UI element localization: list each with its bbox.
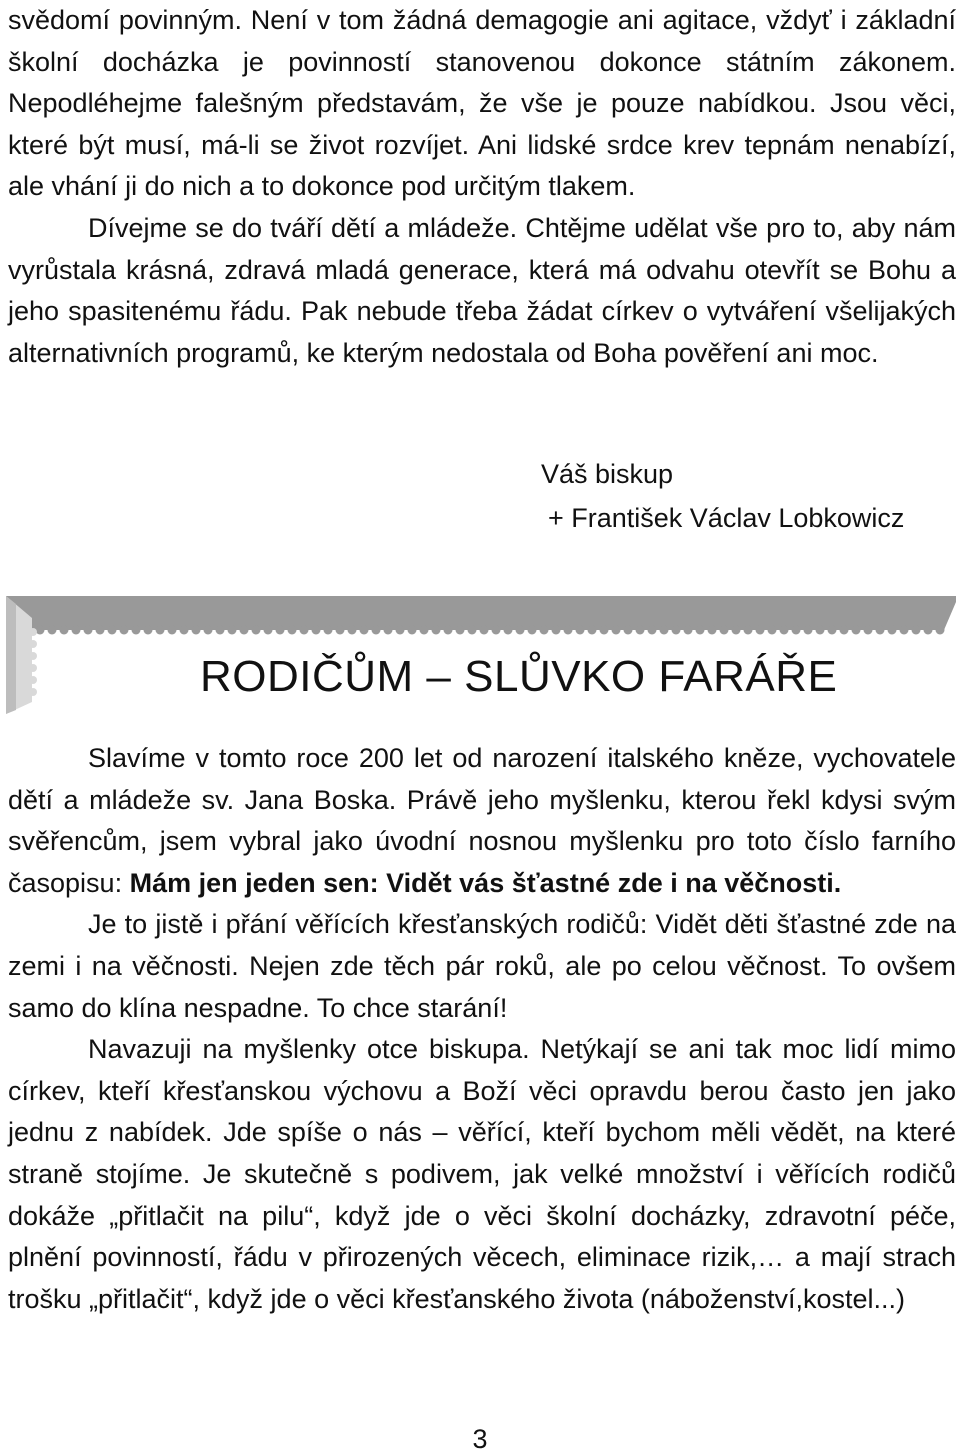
banner-scallop (828, 626, 837, 635)
section-paragraph-1-text: Slavíme v tomto roce 200 let od narození italského kněze, vychovatele dětí a mládeže sv. Jana Boska. Právě jeho myšlenku, kterou řekl kdysi svým svěřencům, jsem vybral jako úvodní nosnou myšlenku pro toto číslo farního časopisu: (8, 743, 956, 898)
banner-scallop (660, 626, 669, 635)
banner-scallop (144, 626, 153, 635)
banner-side-scallop (29, 652, 37, 660)
banner-scallop (768, 626, 777, 635)
banner-scallop (408, 626, 417, 635)
banner-scallop (264, 626, 273, 635)
banner-scallop (504, 626, 513, 635)
banner-scallop (432, 626, 441, 635)
banner-scallop (456, 626, 465, 635)
banner-scallop (876, 626, 885, 635)
banner-scallop (924, 626, 933, 635)
banner-scallop (156, 626, 165, 635)
signature-title: Váš biskup (541, 459, 674, 489)
banner-scallop (468, 626, 477, 635)
signature-name: + František Václav Lobkowicz (548, 503, 905, 533)
banner-scallop (180, 626, 189, 635)
banner-scallop (324, 626, 333, 635)
banner-scallop (636, 626, 645, 635)
paragraph-1: svědomí povinným. Není v tom žádná demagogie ani agitace, vždyť i základní školní docházka je povinností stanovenou dokonce státním zákonem. Nepodléhejme falešným představám, že vše je pouze nabídkou. Jsou věci, které být musí, má-li se život rozvíjet. Ani lidské srdce krev tepnám nenabízí, ale vhání ji do nich a to dokonce pod určitým tlakem. (8, 5, 956, 202)
banner-scallop (744, 626, 753, 635)
banner-side-scallop (29, 676, 37, 684)
banner-scallop (672, 626, 681, 635)
banner-scallop (48, 626, 57, 635)
banner-scallop (852, 626, 861, 635)
banner-top-bar (6, 596, 956, 630)
section-heading: RODIČŮM – SLŮVKO FARÁŘE (200, 652, 838, 701)
banner-scallop (444, 626, 453, 635)
banner-scallop (348, 626, 357, 635)
banner-scallop (564, 626, 573, 635)
banner-scallop (516, 626, 525, 635)
banner-scallop (312, 626, 321, 635)
banner-scallop (720, 626, 729, 635)
banner-scallop (252, 626, 261, 635)
banner-scallop (588, 626, 597, 635)
banner-scallop (36, 626, 45, 635)
section-paragraph-1 (8, 738, 956, 904)
banner-scallop (84, 626, 93, 635)
banner-scallop (96, 626, 105, 635)
banner-scallop (708, 626, 717, 635)
banner-scallop (60, 626, 69, 635)
banner-scallop (300, 626, 309, 635)
banner-scallop (420, 626, 429, 635)
banner-scallop (192, 626, 201, 635)
banner-scallop (384, 626, 393, 635)
banner-scallop (804, 626, 813, 635)
banner-scallop (792, 626, 801, 635)
banner-scallop (684, 626, 693, 635)
banner-scallop (552, 626, 561, 635)
banner-scallop (540, 626, 549, 635)
banner-scallop (72, 626, 81, 635)
banner-scallop (900, 626, 909, 635)
banner-scallop (756, 626, 765, 635)
banner-scallop (648, 626, 657, 635)
banner-scallop (360, 626, 369, 635)
banner-scallop (396, 626, 405, 635)
banner-scallop (696, 626, 705, 635)
banner-side-scallop (29, 688, 37, 696)
paragraph-2: Dívejme se do tváří dětí a mládeže. Chtějme udělat vše pro to, aby nám vyrůstala krásná, zdravá mladá generace, která má odvahu otevřít se Bohu a jeho spasitenému řádu. Pak nebude třeba žádat církev o vytváření všelijakých alternativních programů, ke kterým nedostala od Boha pověření ani moc. (8, 212, 956, 368)
banner-scallop (936, 626, 945, 635)
banner-scallop (132, 626, 141, 635)
banner-scallop (612, 626, 621, 635)
top-text (8, 0, 956, 374)
banner-scallop (912, 626, 921, 635)
banner-scallop (816, 626, 825, 635)
banner-scallop (168, 626, 177, 635)
banner-scallop (600, 626, 609, 635)
banner-scallop (336, 626, 345, 635)
banner-scallop (372, 626, 381, 635)
banner-scallop (780, 626, 789, 635)
banner-side-scallop (29, 628, 37, 636)
section-paragraph-3: Navazuji na myšlenky otce biskupa. Netýkají se ani tak moc lidí mimo církev, kteří křesťanskou výchovu a Boží věci opravdu berou často jen jako jednu z nabídek. Jde spíše o nás – věřící, kteří bychom měli vědět, na které straně stojíme. Je skutečně s podivem, jak velké množství i věřících rodičů dokáže „přitlačit na pilu“, když jde o věci školní docházky, zdravotní péče, plnění povinností, řádu v přirozených věcech, eliminace rizik,… a mají strach trošku „přitlačit“, když jde o věci křesťanského života (náboženství,kostel...) (8, 1034, 956, 1314)
banner-scallop (216, 626, 225, 635)
section-paragraph-1-bold: Mám jen jeden sen: Vidět vás šťastné zde i na věčnosti. (129, 867, 842, 898)
banner-scallop (108, 626, 117, 635)
banner-scallop (480, 626, 489, 635)
banner-scallop (204, 626, 213, 635)
banner-scallop (624, 626, 633, 635)
banner-scallop (732, 626, 741, 635)
banner-scallop (240, 626, 249, 635)
banner-scallop (276, 626, 285, 635)
banner-scallop (120, 626, 129, 635)
banner-scallop (576, 626, 585, 635)
banner-scallop (840, 626, 849, 635)
section-text (8, 738, 956, 1320)
banner-side-scallop (29, 664, 37, 672)
banner-scallop (288, 626, 297, 635)
banner-scallop (492, 626, 501, 635)
banner-scallop (228, 626, 237, 635)
banner-scallop (528, 626, 537, 635)
page-number: 3 (472, 1424, 488, 1454)
banner-side-scallop (29, 640, 37, 648)
banner-scallop (888, 626, 897, 635)
banner-scallop (864, 626, 873, 635)
section-paragraph-2: Je to jistě i přání věřících křesťanských rodičů: Vidět děti šťastné zde na zemi i na věčnosti. Nejen zde těch pár roků, ale po celou věčnost. To ovšem samo do klína nespadne. To chce starání! (8, 909, 956, 1023)
